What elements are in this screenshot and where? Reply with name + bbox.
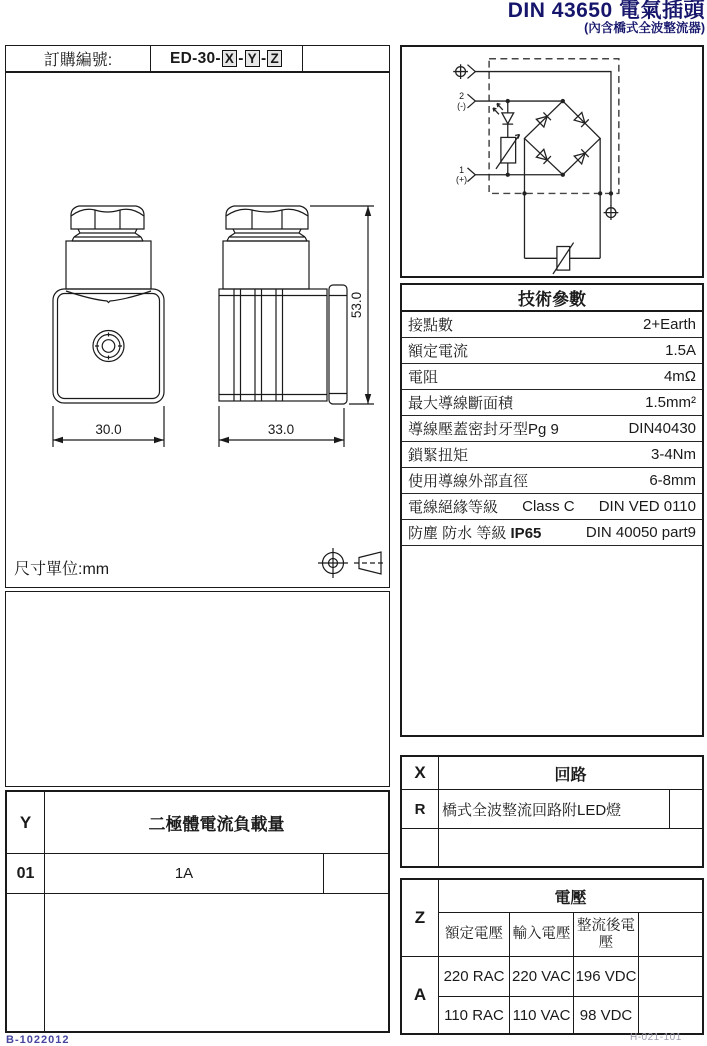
circuit-diagram-panel: [400, 45, 704, 278]
tech-value: 6-8mm: [649, 472, 696, 489]
pin2-polarity: (-): [457, 100, 466, 111]
tech-label: 接點數: [408, 317, 454, 334]
tech-label: 鎖緊扭矩: [408, 447, 469, 464]
z-col-rectified: 整流後電壓: [574, 913, 639, 957]
z-col-input: 輸入電壓: [510, 913, 574, 957]
z-col-stub: [639, 913, 702, 957]
tech-row: [402, 494, 702, 520]
varistor-symbol: [496, 134, 520, 174]
rectifier-circuit-diagram: [402, 47, 702, 276]
earth-ground-symbol: [604, 205, 619, 220]
earth-pin-symbol: [453, 64, 475, 79]
z-table-header: 電壓: [439, 880, 702, 913]
z-voltage-table: [400, 878, 704, 1035]
order-number-table: [5, 45, 390, 72]
tech-label: 最大導線斷面積: [408, 395, 514, 412]
empty-panel: [5, 591, 390, 787]
x-row-stub-cell: [670, 790, 702, 829]
led-symbol: [493, 101, 514, 137]
tech-row: [402, 520, 702, 546]
y-row-code: 01: [7, 854, 45, 894]
z-row-code: A: [402, 957, 439, 1033]
tech-row: [402, 312, 702, 338]
side-view: [219, 206, 374, 447]
z-cell-rectified: 98 VDC: [574, 997, 639, 1033]
tech-label: 電線絕緣等級: [408, 499, 499, 516]
y-empty-row: [45, 894, 388, 1031]
z-col-rated: 額定電壓: [439, 913, 510, 957]
y-table-code: Y: [7, 792, 45, 854]
z-cell-input: 220 VAC: [510, 957, 574, 997]
pin2-number: 2: [459, 91, 465, 102]
dim-side-label: 33.0: [267, 422, 295, 437]
tech-value: DIN40430: [628, 420, 696, 437]
y-row-stub-cell: [324, 854, 388, 894]
order-code-z: Z: [267, 50, 282, 67]
dimension-33: [219, 406, 344, 447]
tech-value: DIN 40050 part9: [585, 524, 696, 541]
connector-drawing: [6, 73, 388, 586]
mounting-flange: [329, 285, 347, 404]
z-cell-stub: [639, 957, 702, 997]
x-table-header: 回路: [439, 757, 702, 790]
tech-title: 技術參數: [402, 285, 702, 312]
z-table-code: Z: [402, 880, 439, 957]
y-row-value: 1A: [45, 854, 324, 894]
tech-row: [402, 390, 702, 416]
x-empty-row-code: [402, 829, 439, 866]
tech-label: 電阻: [408, 369, 439, 386]
unit-label: 尺寸單位:mm: [14, 561, 110, 578]
pin1-number: 1: [459, 164, 465, 175]
tech-value: 3-4Nm: [650, 446, 696, 463]
order-code-y: Y: [245, 50, 260, 67]
dim-height-label: 53.0: [349, 291, 364, 319]
tech-label: 導線壓蓋密封牙型Pg 9: [408, 421, 559, 438]
tech-parameters-panel: [400, 283, 704, 737]
tech-value: 1.5A: [665, 342, 696, 359]
tech-label: 使用導線外部直徑: [408, 473, 529, 490]
title-block: [508, 0, 705, 35]
z-cell-stub: [639, 997, 702, 1033]
tech-label-bold: IP65: [510, 525, 542, 542]
z-cell-input: 110 VAC: [510, 997, 574, 1033]
y-diode-load-table: [5, 790, 390, 1033]
x-row-code: R: [402, 790, 439, 829]
order-code-x: X: [222, 50, 237, 67]
page-subtitle: (內含橋式全波整流器): [584, 21, 705, 36]
front-view: [53, 206, 164, 447]
tech-value: 4mΩ: [663, 368, 696, 385]
dim-front-label: 30.0: [95, 422, 122, 437]
tech-label: 額定電流: [408, 343, 469, 360]
order-empty-cell: [303, 46, 389, 71]
y-table-header: 二極體電流負載量: [45, 792, 388, 854]
z-cell-rated: 220 RAC: [439, 957, 510, 997]
order-code: [170, 50, 283, 68]
center-screw: [93, 331, 124, 362]
bridge-rectifier: [524, 101, 600, 175]
dimension-53: [310, 206, 374, 404]
z-cell-rated: 110 RAC: [439, 997, 510, 1033]
x-row-value: 橋式全波整流回路附LED燈: [439, 790, 670, 829]
y-empty-row-code: [7, 894, 45, 1031]
order-code-prefix: ED-30-: [169, 49, 221, 67]
dimension-30: [53, 406, 164, 447]
dimension-drawing-panel: [5, 72, 390, 588]
tech-row: [402, 364, 702, 390]
order-code-sep2: -: [260, 49, 267, 67]
tech-value: DIN VED 0110: [598, 498, 696, 515]
footer-left-code: B-1022012: [6, 1034, 70, 1046]
tech-row: [402, 442, 702, 468]
tech-row: [402, 416, 702, 442]
projection-symbol-icon: [318, 548, 386, 578]
order-code-cell: [151, 46, 303, 71]
order-code-sep1: -: [238, 49, 244, 67]
tech-value: 2+Earth: [643, 316, 696, 333]
pin2-terminal: [457, 91, 475, 111]
pin1-polarity: (+): [456, 174, 468, 185]
pin1-terminal: [456, 165, 475, 185]
tech-mid-value: Class C: [522, 498, 575, 515]
tech-label: 防塵 防水 等級 IP65: [408, 525, 542, 542]
x-table-code: X: [402, 757, 439, 790]
z-cell-rectified: 196 VDC: [574, 957, 639, 997]
tech-row: [402, 338, 702, 364]
page-title: DIN 43650 電氣插頭: [507, 0, 705, 22]
x-empty-row: [439, 829, 702, 866]
tech-value: 1.5mm²: [645, 394, 696, 411]
x-circuit-table: [400, 755, 704, 868]
footer-right-code: H-021-101: [630, 1032, 682, 1043]
tech-row: [402, 468, 702, 494]
order-number-label: 訂購編號:: [6, 46, 151, 71]
